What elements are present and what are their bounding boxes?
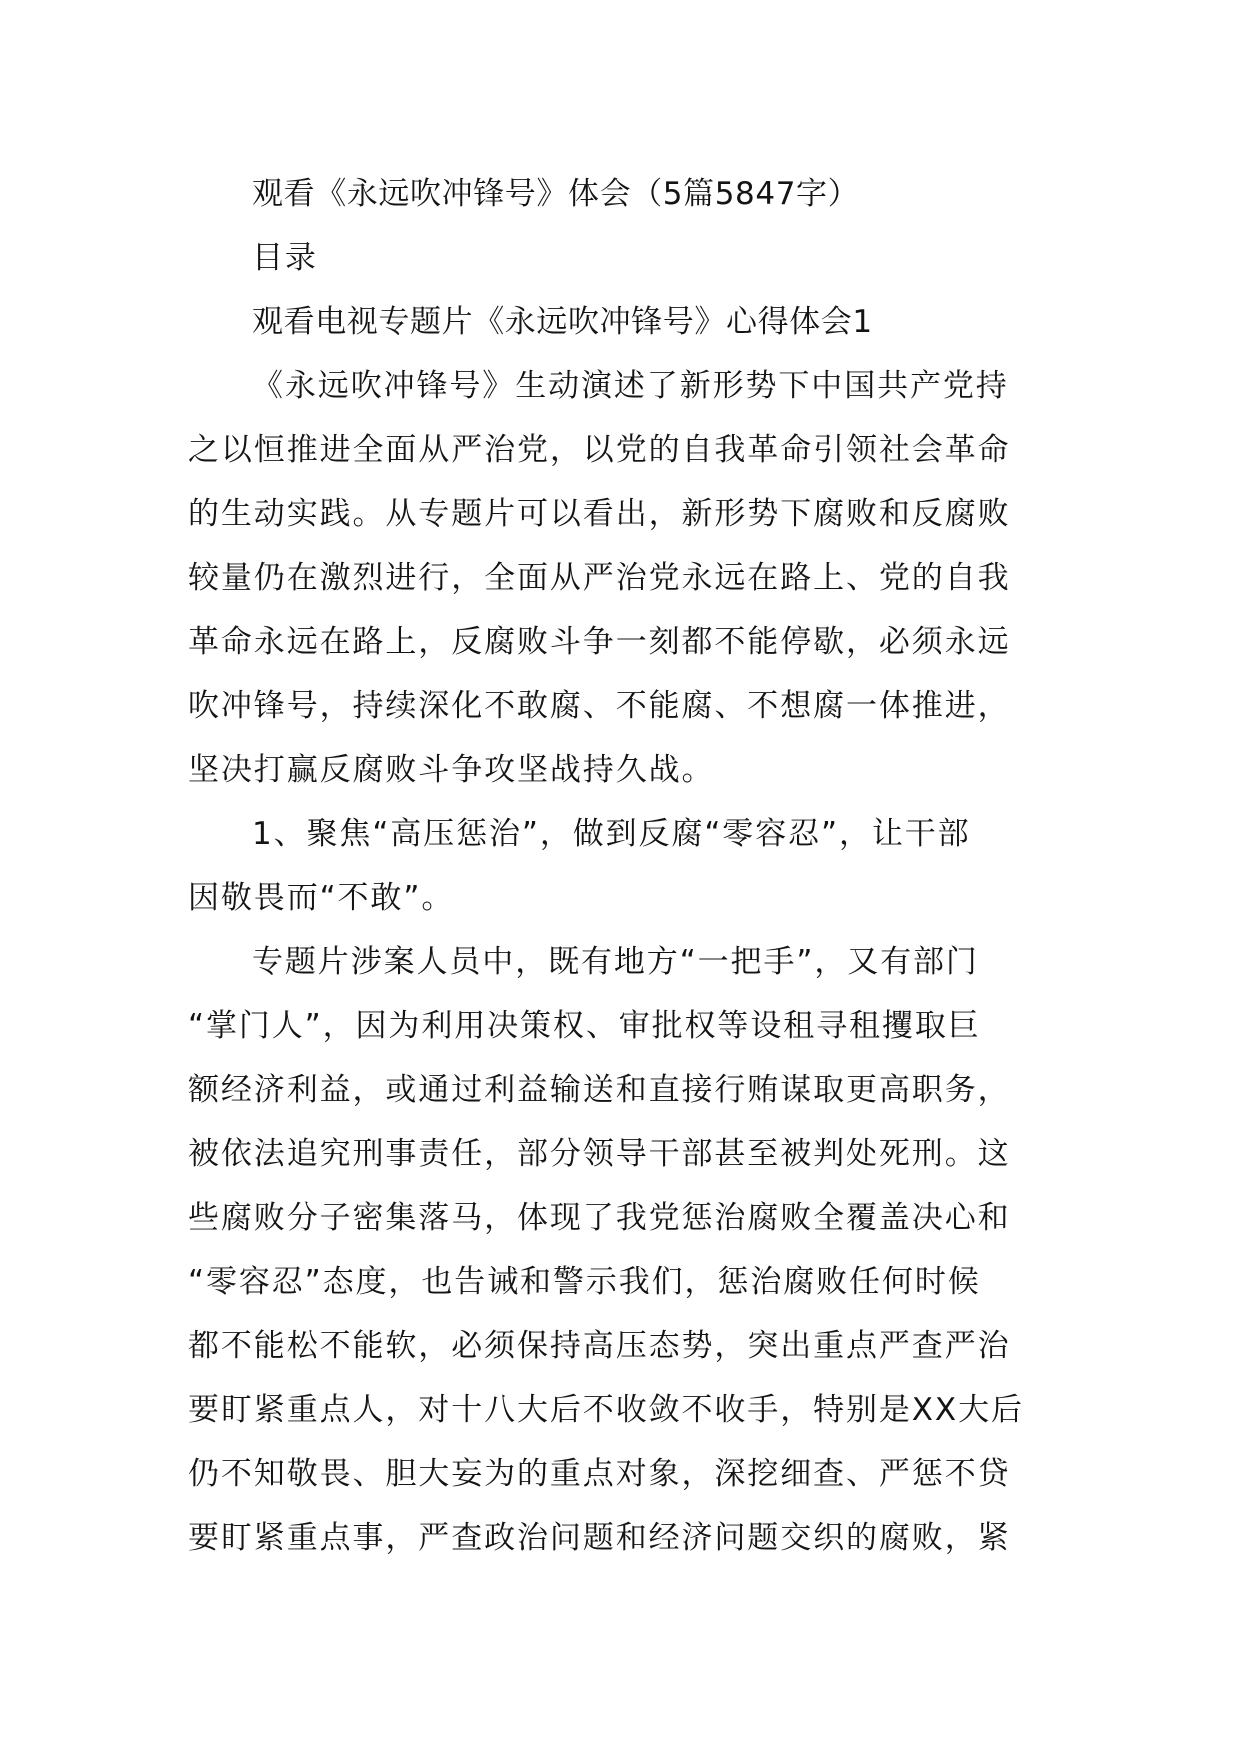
document-body	[188, 162, 1056, 1570]
body-line: 些腐败分子密集落马，体现了我党惩治腐败全覆盖决心和	[188, 1200, 1011, 1236]
document-title: 观看《永远吹冲锋号》体会（5篇5847字）	[252, 176, 860, 212]
body-line: 额经济利益，或通过利益输送和直接行贿谋取更高职务，	[188, 1072, 1011, 1108]
body-line: 的生动实践。从专题片可以看出，新形势下腐败和反腐败	[188, 496, 1011, 532]
body-line: 《永远吹冲锋号》生动演述了新形势下中国共产党持	[252, 368, 1009, 404]
toc-label: 目录	[252, 240, 318, 276]
body-line: 之以恒推进全面从严治党，以党的自我革命引领社会革命	[188, 432, 1011, 468]
body-line: 都不能松不能软，必须保持高压态势，突出重点严查严治	[188, 1328, 1011, 1364]
body-line: 吹冲锋号，持续深化不敢腐、不能腐、不想腐一体推进，	[188, 688, 1011, 724]
body-line: “掌门人”，因为利用决策权、审批权等设租寻租攫取巨	[188, 1008, 981, 1044]
body-line: 要盯紧重点事，严查政治问题和经济问题交织的腐败，紧	[188, 1520, 1011, 1556]
body-line: 1、聚焦“高压惩治”，做到反腐“零容忍”，让干部	[252, 816, 971, 852]
body-line: 坚决打赢反腐败斗争攻坚战持久战。	[188, 752, 715, 788]
body-line: 被依法追究刑事责任，部分领导干部甚至被判处死刑。这	[188, 1136, 1011, 1172]
body-line: 要盯紧重点人，对十八大后不收敛不收手，特别是XX大后	[188, 1392, 1024, 1428]
body-line: 因敬畏而“不敢”。	[188, 880, 455, 916]
body-line: 革命永远在路上，反腐败斗争一刻都不能停歇，必须永远	[188, 624, 1011, 660]
body-line: 专题片涉案人员中，既有地方“一把手”，又有部门	[252, 944, 979, 980]
body-line: 较量仍在激烈进行，全面从严治党永远在路上、党的自我	[188, 560, 1011, 596]
body-line: “零容忍”态度，也告诫和警示我们，惩治腐败任何时候	[188, 1264, 981, 1300]
section-heading: 观看电视专题片《永远吹冲锋号》心得体会1	[252, 304, 873, 340]
body-line: 仍不知敬畏、胆大妄为的重点对象，深挖细查、严惩不贷	[188, 1456, 1011, 1492]
